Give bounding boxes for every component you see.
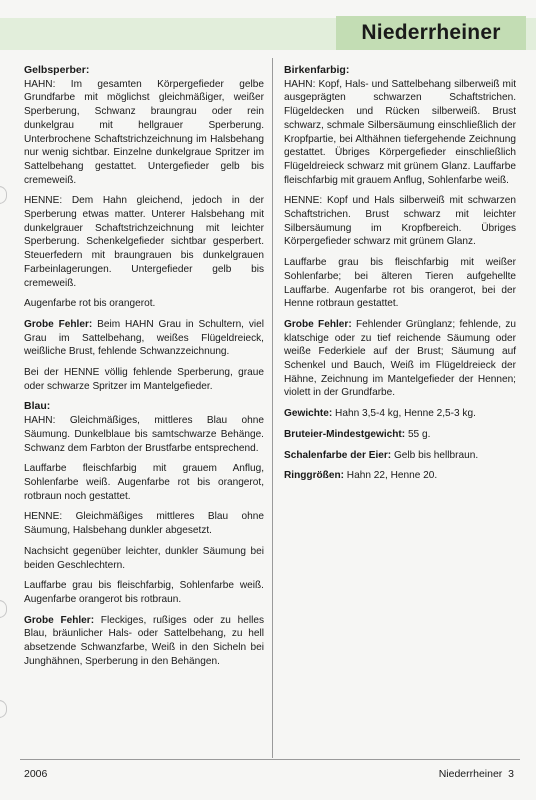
bruteier-line: [284, 428, 516, 442]
punch-hole-mark: [0, 600, 7, 618]
paragraph-blau-fehler: [24, 614, 264, 669]
section-heading-birkenfarbig: Birkenfarbig:: [284, 64, 350, 76]
column-divider: [272, 58, 273, 758]
punch-hole-mark: [0, 700, 7, 718]
fehler-label: Grobe Fehler:: [284, 318, 352, 330]
left-column: [24, 64, 264, 675]
fehler-text: Fehlender Grünglanz; fehlende, zu klatschige oder zu tief reichende Säumung oder weiße Federkiele auf der Brust; Säumung auf Schenkel und Bauch, Weiß im Flügeldreieck der Hähne, Zeichnung im Mantelgefieder der Hennen; violett in der Grundfarbe.: [284, 318, 516, 399]
paragraph-birkenfarbig-henne: HENNE: Kopf und Hals silberweiß mit schwarzen Schaftstrichen. Brust schwarz mit leichter Silbersäumung im Kropfbereich. Übriges Körpergefieder schwarz mit grünem Glanz.: [284, 195, 516, 248]
schalenfarbe-label: Schalenfarbe der Eier:: [284, 449, 392, 461]
page-number: 3: [508, 768, 514, 780]
gewichte-value: Hahn 3,5-4 kg, Henne 2,5-3 kg.: [332, 408, 476, 420]
paragraph-blau-hahn: HAHN: Gleichmäßiges, mittleres Blau ohne Säumung. Dunkelblaue bis samtschwarze Behänge. Schwanz dem Farbton der Brustfarbe entsprechend.: [24, 415, 264, 454]
paragraph-blau-nachsicht: Nachsicht gegenüber leichter, dunkler Säumung bei beiden Geschlechtern.: [24, 545, 264, 571]
ringgroessen-value: Hahn 22, Henne 20.: [344, 470, 438, 482]
paragraph-blau-lauf2: Lauffarbe grau bis fleischfarbig, Sohlenfarbe weiß. Augenfarbe orangerot bis rotbraun.: [24, 580, 264, 605]
section-heading-gelbsperber: Gelbsperber:: [24, 64, 90, 76]
schalenfarbe-line: [284, 449, 516, 463]
footer-breed: Niederrheiner: [438, 768, 503, 780]
bruteier-value: 55 g.: [405, 428, 431, 440]
paragraph-birkenfarbig-hahn: HAHN: Kopf, Hals- und Sattelbehang silberweiß mit ausgeprägten schwarzen Schaftstrichen. Flügeldecken und Rücken silberweiß. Brust schwarz, schmale Silbersäumung einschließlich der Kropfpartie, bei Althähnen tiefergehende Zeichnung gestattet. Übriges Körpergefieder einschließlich Flügeldreieck schwarz mit grünem Glanz. Lauffarbe fleischfarbig mit grauem Anflug, Sohlenfarbe weiß.: [284, 78, 516, 186]
gewichte-line: [284, 407, 516, 421]
section-heading-blau: Blau:: [24, 400, 51, 413]
schalenfarbe-value: Gelb bis hellbraun.: [391, 449, 479, 461]
paragraph-blau-lauf1: Lauffarbe fleischfarbig mit grauem Anflug, Sohlenfarbe weiß. Augenfarbe rot bis orangerot, rotbraun noch gestattet.: [24, 463, 264, 502]
page-title: Niederrheiner: [361, 21, 501, 44]
fehler-text: Fleckiges, rußiges oder zu helles Blau, bräunlicher Hals- oder Sattelbehang, zu hell absetzende Schwanzfarbe, Weiß in den Sicheln bei Junghähnen, Sperberung in den Behängen.: [24, 614, 264, 667]
fehler-label: Grobe Fehler:: [24, 318, 93, 330]
paragraph-gelbsperber-hahn: HAHN: Im gesamten Körpergefieder gelbe Grundfarbe mit möglichst gleichmäßiger, weißer Sperberung, Schwanz braungrau oder rein dunkelgrau mit hellgrauer Sperberung. Unterbrochene Schaftstrichzeichnung im Halsbehang nur wenig sichtbar. Einzelne dunkelgraue Spritzer im Sattelbehang gestattet. Untergefieder gelb bis cremeweiß.: [24, 78, 264, 186]
fehler-label: Grobe Fehler:: [24, 614, 95, 626]
paragraph-gelbsperber-fehler-henne: Bei der HENNE völlig fehlende Sperberung, graue oder schwarze Spritzer im Mantelgefieder.: [24, 367, 264, 392]
footer-page-info: [439, 768, 514, 780]
gewichte-label: Gewichte:: [284, 408, 333, 420]
paragraph-gelbsperber-augen: Augenfarbe rot bis orangerot.: [24, 298, 156, 310]
paragraph-blau-henne: HENNE: Gleichmäßiges mittleres Blau ohne Säumung, Halsbehang dunkler abgesetzt.: [24, 511, 264, 537]
right-column: [284, 64, 516, 490]
fehler-text: Beim HAHN Grau in Schultern, viel Grau im Sattelbehang, weißes Flügeldreieck, weißliche Brust, fehlende Schwanzzeichnung.: [24, 318, 265, 358]
ringgroessen-label: Ringgrößen:: [284, 470, 344, 482]
ringgroessen-line: [284, 469, 516, 483]
bruteier-label: Bruteier-Mindestgewicht:: [284, 428, 406, 440]
header-title-box: [336, 16, 526, 50]
paragraph-birkenfarbig-fehler: [284, 318, 516, 400]
footer-divider: [20, 759, 520, 760]
paragraph-birkenfarbig-lauf: Lauffarbe grau bis fleischfarbig mit weißer Sohlenfarbe; bei älteren Tieren aufgehellte Lauffarbe. Augenfarbe rot bis orangerot, bei der Henne rotbraun gestattet.: [284, 257, 516, 310]
paragraph-gelbsperber-henne: HENNE: Dem Hahn gleichend, jedoch in der Sperberung etwas matter. Unterer Halsbehang mit dunkelgrauer Schaftstrichzeichnung mit leichter Sperberung. Schenkelgefieder sichtbar gesperbert. Steuerfedern mit braungrauen bis dunkelgrauen Farbeinlagerungen. Untergefieder gelb bis cremeweiß.: [24, 195, 264, 289]
paragraph-gelbsperber-fehler: [24, 318, 264, 359]
footer-year: 2006: [24, 768, 48, 780]
punch-hole-mark: [0, 186, 7, 204]
